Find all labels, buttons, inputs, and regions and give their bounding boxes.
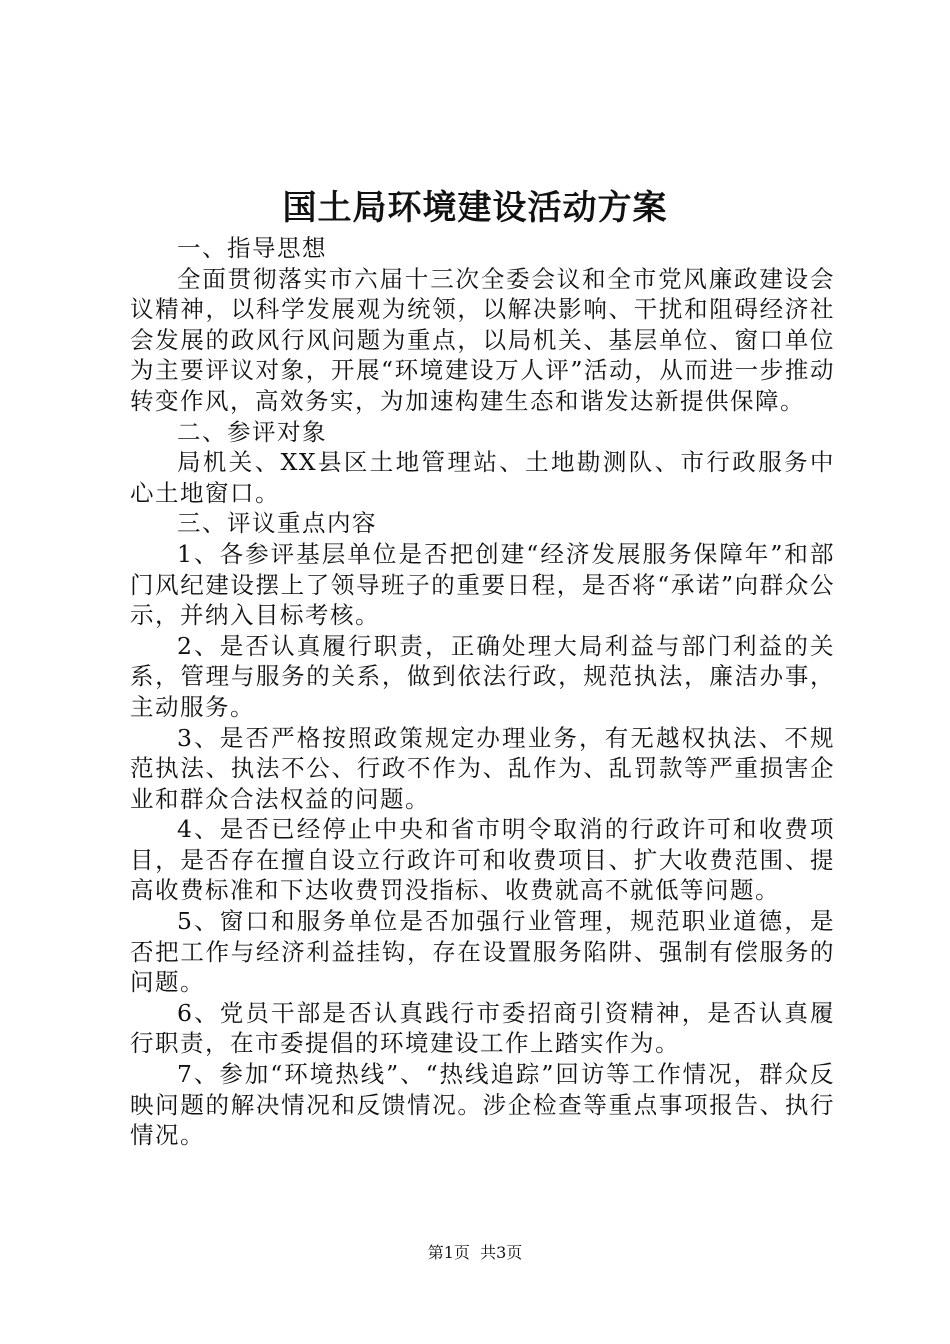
page-footer (0, 1242, 950, 1264)
list-item: 4、是否已经停止中央和省市明令取消的行政许可和收费项目，是否存在擅自设立行政许可和收费项目、扩大收费范围、提高收费标准和下达收费罚没指标、收费就高不就低等问题。 (130, 815, 835, 905)
document-title: 国土局环境建设活动方案 (282, 188, 668, 228)
section-heading-key-content: 三、评议重点内容 (177, 509, 377, 538)
list-item: 5、窗口和服务单位是否加强行业管理，规范职业道德，是否把工作与经济利益挂钩，存在设置服务陷阱、强制有偿服务的问题。 (130, 907, 835, 997)
list-item: 6、党员干部是否认真践行市委招商引资精神，是否认真履行职责，在市委提倡的环境建设工作上踏实作为。 (130, 998, 835, 1058)
page-number: 第1页 (427, 1243, 470, 1262)
footer-separator (470, 1243, 480, 1262)
section-heading-guiding-ideology: 一、指导思想 (177, 234, 327, 262)
section-heading-participants: 二、参评对象 (177, 417, 327, 446)
body-paragraph: 全面贯彻落实市六届十三次全委会议和全市党风廉政建设会议精神，以科学发展观为统领，以解决影响、干扰和阻碍经济社会发展的政风行风问题为重点，以局机关、基层单位、窗口单位为主要评议对象，开展“环境建设万人评”活动，从而进一步推动转变作风，高效务实，为加速构建生态和谐发达新提供保障。 (130, 264, 835, 415)
list-item: 1、各参评基层单位是否把创建“经济发展服务保障年”和部门风纪建设摆上了领导班子的重要日程，是否将“承诺”向群众公示，并纳入目标考核。 (130, 539, 835, 630)
list-item: 2、是否认真履行职责，正确处理大局利益与部门利益的关系，管理与服务的关系，做到依法行政，规范执法，廉洁办事，主动服务。 (130, 631, 835, 721)
body-paragraph: 局机关、XX县区土地管理站、土地勘测队、市行政服务中心土地窗口。 (130, 448, 835, 507)
list-item: 3、是否严格按照政策规定办理业务，有无越权执法、不规范执法、执法不公、行政不作为、乱作为、乱罚款等严重损害企业和群众合法权益的问题。 (130, 723, 835, 813)
list-item: 7、参加“环境热线”、“热线追踪”回访等工作情况，群众反映问题的解决情况和反馈情况。涉企检查等重点事项报告、执行情况。 (130, 1060, 835, 1150)
page-total: 共3页 (480, 1243, 523, 1262)
document-body (130, 233, 835, 1151)
